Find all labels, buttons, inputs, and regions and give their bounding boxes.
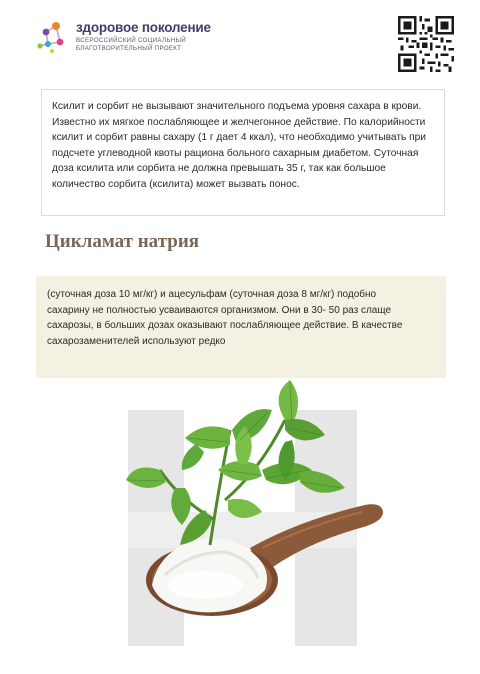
info-text-cyclamate: (суточная доза 10 мг/кг) и ацесульфам (суточная доза 8 мг/кг) подобно сахарину не полностью усваиваются организмом. Они в 30- 50 раз слаще сахарозы, в больших дозах оказывают послабляющее действие. В качестве сахарозаменителей используют редко	[47, 289, 403, 347]
brand-subtitle-line1: ВСЕРОССИЙСКИЙ СОЦИАЛЬНЫЙ	[76, 37, 186, 44]
section-heading: Цикламат натрия	[45, 231, 200, 252]
brand-title: здоровое поколение	[76, 20, 211, 35]
info-text-xylitol: Ксилит и сорбит не вызывают значительного подъема уровня сахара в крови. Известно их мягкое послабляющее и желчегонное действие. По калорийности ксилит и сорбит равны сахару (1 г дает 4 ккал), что необходимо учитывать при подсчете углеводной квоты рациона больного сахарным диабетом. Суточная доза ксилита или сорбита не должна превышать 35 г, так как большое количество сорбита (ксилита) может вызвать понос.	[52, 101, 427, 190]
brand-subtitle-line2: БЛАГОТВОРИТЕЛЬНЫЙ ПРОЕКТ	[76, 45, 182, 52]
